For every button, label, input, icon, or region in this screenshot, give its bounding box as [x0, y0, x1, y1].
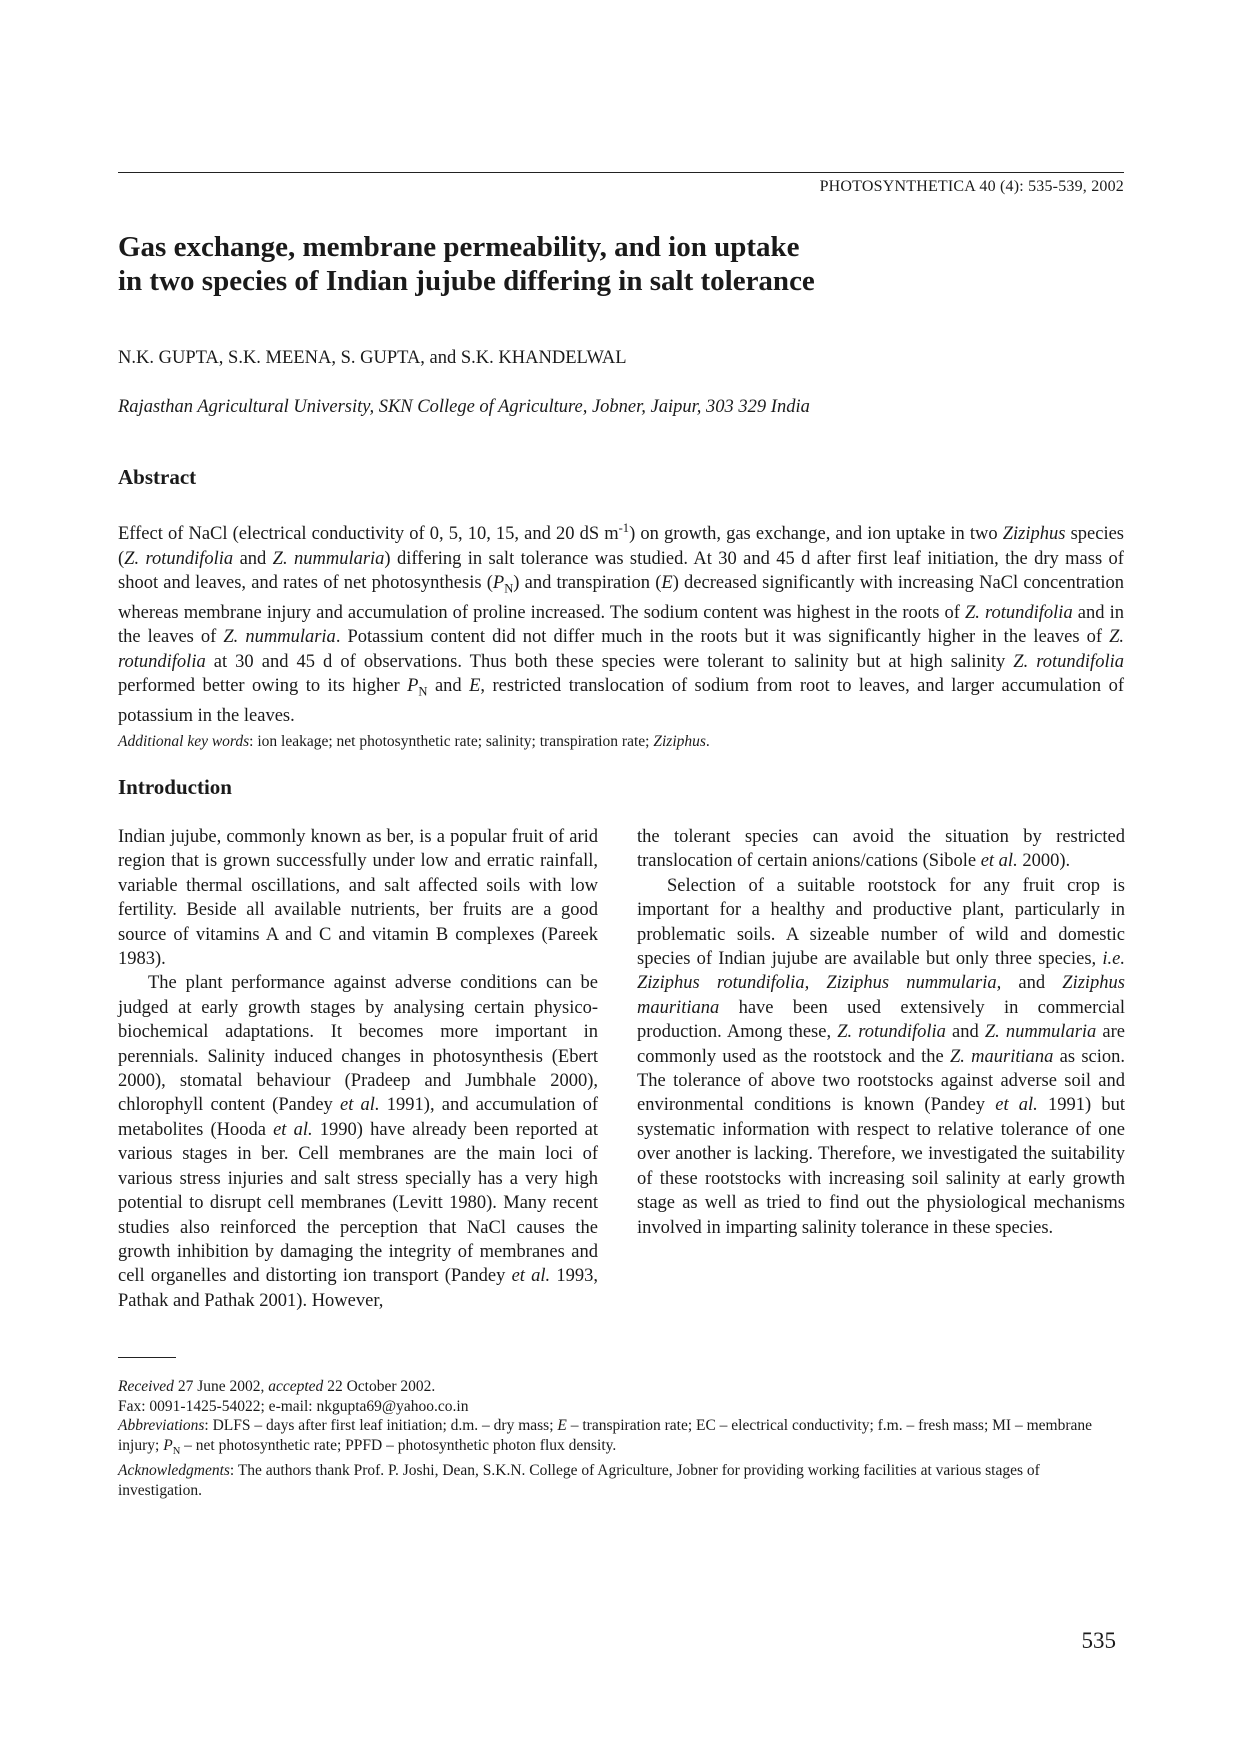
- affiliation: Rajasthan Agricultural University, SKN College of Agriculture, Jobner, Jaipur, 303 329 India: [118, 397, 810, 417]
- intro-paragraph: The plant performance against adverse conditions can be judged at early growth stages by analysing certain physico-biochemical adaptations. It becomes more important in perennials. Salinity induced changes in photosynthesis (Ebert 2000), stomatal behaviour (Pradeep and Jumbhale 2000), chlorophyll content (Pandey et al. 1991), and accumulation of metabolites (Hooda et al. 1990) have already been reported at various stages in ber. Cell membranes are the main loci of various stress injuries and salt stress specially has a very high potential to disrupt cell membranes (Levitt 1980). Many recent studies also reinforced the perception that NaCl causes the growth inhibition by damaging the integrity of membranes and cell organelles and distorting ion transport (Pandey et al. 1993, Pathak and Pathak 2001). However,: [118, 973, 599, 1311]
- header-rule: [118, 172, 1124, 173]
- article-title: [118, 230, 1118, 298]
- title-line-2: in two species of Indian jujube differing in salt tolerance: [118, 265, 815, 297]
- intro-right-column: [637, 825, 1125, 1240]
- intro-left-column: [118, 825, 598, 1313]
- acknowledgments: Acknowledgments: The authors thank Prof. P. Joshi, Dean, S.K.N. College of Agriculture, Jobner for providing working facilities at various stages of investigation.: [118, 1462, 1040, 1499]
- footnote-rule: [118, 1357, 176, 1358]
- intro-paragraph: Indian jujube, commonly known as ber, is a popular fruit of arid region that is grown successfully under low and erratic rainfall, variable thermal oscillations, and salt affected soils with low fertility. Beside all available nutrients, ber fruits are a good source of vitamins A and C and vitamin B complexes (Pareek 1983).: [118, 827, 598, 970]
- page-number: 535: [1081, 1628, 1116, 1653]
- key-words: Additional key words: ion leakage; net photosynthetic rate; salinity; transpiration rate; Ziziphus.: [118, 733, 710, 750]
- abstract-body: Effect of NaCl (electrical conductivity of 0, 5, 10, 15, and 20 dS $m^{-1}$) on growth, gas exchange, and ion uptake in two Ziziphus species (Z. rotundifolia and Z. nummularia) differing in salt tolerance was studied. At 30 and 45 d after first leaf initiation, the dry mass of shoot and leaves, and rates of net photosynthesis $(P_N)$ and transpiration (E) decreased significantly with increasing NaCl concentration whereas membrane injury and accumulation of proline increased. The sodium content was highest in the roots of Z. rotundifolia and in the leaves of Z. nummularia. Potassium content did not differ much in the roots but it was significantly higher in the leaves of Z. rotundifolia at 30 and 45 d of observations. Thus both these species were tolerant to salinity but at high salinity Z. rotundifolia performed better owing to its higher $P_N$ and E, restricted translocation of sodium from root to leaves, and larger accumulation of potassium in the leaves.: [118, 521, 1125, 727]
- received-dates: Received 27 June 2002, accepted 22 October 2002.: [118, 1378, 436, 1395]
- intro-paragraph: the tolerant species can avoid the situation by restricted translocation of certain anions/cations (Sibole et al. 2000).: [637, 827, 1125, 872]
- introduction-heading: Introduction: [118, 775, 232, 799]
- abbreviations: Abbreviations: DLFS – days after first leaf initiation; d.m. – dry mass; E – transpiration rate; EC – electrical conductivity; f.m. – fresh mass; MI – membrane injury; $P_N$ – net photosynthetic rate; PPFD – photosynthetic photon flux density.: [118, 1417, 1092, 1457]
- title-line-1: Gas exchange, membrane permeability, and ion uptake: [118, 231, 800, 263]
- abstract-heading: Abstract: [118, 465, 197, 489]
- footnotes: [118, 1377, 1124, 1500]
- intro-paragraph: Selection of a suitable rootstock for any fruit crop is important for a healthy and productive plant, particularly in problematic soils. A sizeable number of wild and domestic species of Indian jujube are available but only three species, i.e. Ziziphus rotundifolia, Ziziphus nummularia, and Ziziphus mauritiana have been used extensively in commercial production. Among these, Z. rotundifolia and Z. nummularia are commonly used as the rootstock and the Z. mauritiana as scion. The tolerance of above two rootstocks against adverse soil and environmental conditions is known (Pandey et al. 1991) but systematic information with respect to relative tolerance of one over another is lacking. Therefore, we investigated the suitability of these rootstocks with increasing soil salinity at early growth stage as well as tried to find out the physiological mechanisms involved in imparting salinity tolerance in these species.: [637, 875, 1125, 1238]
- author-list: N.K. GUPTA, S.K. MEENA, S. GUPTA, and S.K. KHANDELWAL: [118, 348, 627, 368]
- journal-citation: PHOTOSYNTHETICA 40 (4): 535-539, 2002: [819, 178, 1124, 195]
- contact-info: Fax: 0091-1425-54022; e-mail: nkgupta69@yahoo.co.in: [118, 1397, 469, 1415]
